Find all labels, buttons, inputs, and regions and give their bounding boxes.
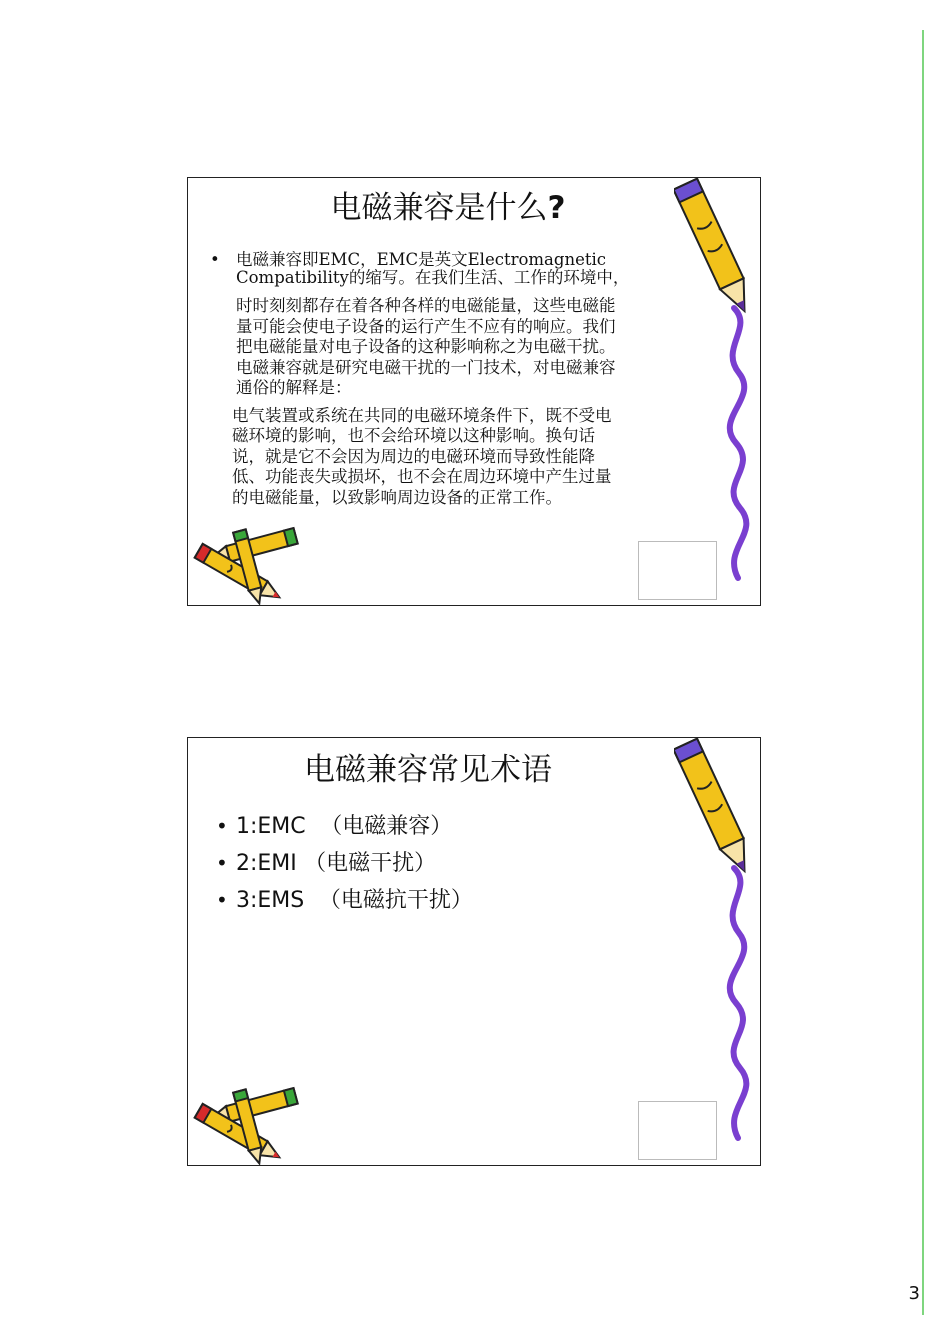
text-line: 的电磁能量，以致影响周边设备的正常工作。: [232, 487, 562, 507]
text-line: 量可能会使电子设备的运行产生不应有的响应。我们: [236, 316, 616, 336]
list-item: [216, 845, 473, 882]
term-code: 1:EMC: [236, 814, 306, 839]
bullet: •: [216, 814, 228, 838]
slide-body: [210, 250, 706, 508]
list-item: [216, 808, 473, 845]
text-line: 电磁兼容就是研究电磁干扰的一门技术，对电磁兼容: [236, 357, 616, 377]
text-line: 磁环境的影响，也不会给环境以这种影响。换句话: [232, 426, 595, 445]
crossed-pencils-icon: [188, 520, 303, 606]
text-line: 低、功能丧失或损坏，也不会在周边环境中产生过量: [232, 467, 612, 486]
term-code: 2:EMI: [236, 851, 297, 876]
pencil-squiggle-icon: [674, 738, 760, 1163]
slide-title: 电磁兼容是什么?: [330, 190, 566, 226]
list-item: [216, 882, 473, 919]
intro-line: 电磁兼容即EMC，EMC是英文Electromagnetic: [236, 250, 606, 269]
text-line: 通俗的解释是：: [236, 378, 352, 397]
paragraph-definition: [236, 296, 706, 399]
margin-rule: [922, 30, 924, 1315]
text-line: 电气装置或系统在共同的电磁环境条件下，既不受电: [232, 405, 612, 425]
term-label: （电磁干扰）: [304, 851, 437, 876]
term-label: （电磁抗干扰）: [318, 888, 473, 913]
term-code: 3:EMS: [236, 888, 305, 913]
terms-list: [216, 808, 473, 919]
bullet: •: [216, 888, 228, 912]
slide-what-is-emc: [187, 177, 761, 606]
intro-line: Compatibility的缩写。在我们生活、工作的环境中，: [236, 267, 630, 287]
text-line: 时时刻刻都存在着各种各样的电磁能量，这些电磁能: [236, 296, 616, 315]
bullet: •: [210, 250, 220, 269]
slide-title: 电磁兼容常见术语: [304, 752, 552, 788]
text-line: 把电磁能量对电子设备的这种影响称之为电磁干扰。: [236, 337, 616, 356]
pencil-squiggle-icon: [674, 178, 760, 603]
text-line: 说，就是它不会因为周边的电磁环境而导致性能降: [232, 446, 595, 466]
paragraph-explanation: [232, 405, 706, 509]
term-label: （电磁兼容）: [320, 814, 453, 839]
slide-emc-terms: [187, 737, 761, 1166]
page-number: 3: [908, 1283, 920, 1304]
bullet: •: [216, 851, 228, 875]
crossed-pencils-icon: [188, 1080, 303, 1166]
